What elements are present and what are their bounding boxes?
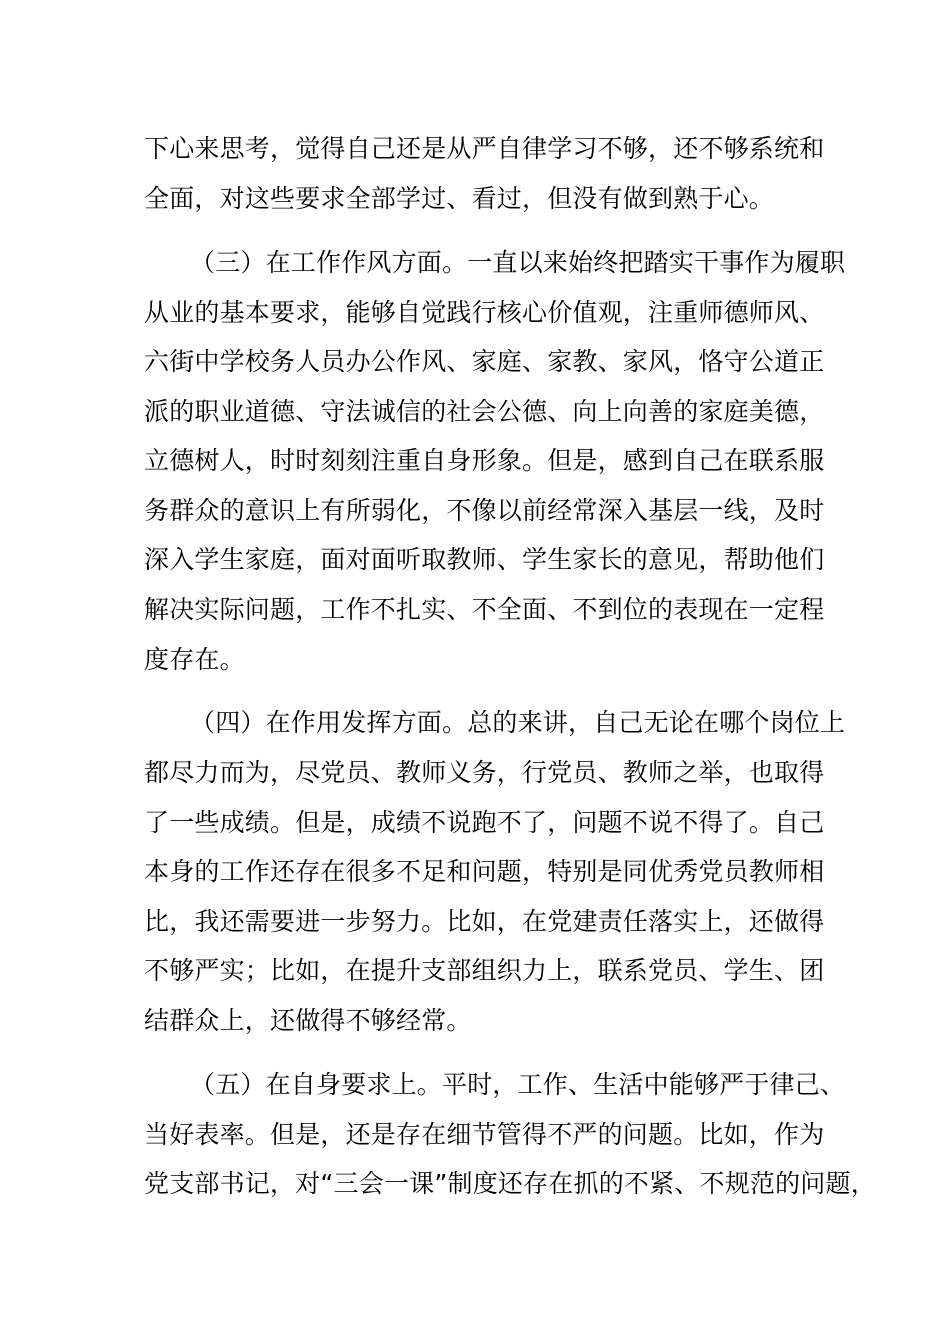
text-line: 派的职业道德、守法诚信的社会公德、向上向善的家庭美德， [144,397,825,426]
text-line: 务群众的意识上有所弱化，不像以前经常深入基层一线，及时 [144,496,825,525]
text-line: 下心来思考，觉得自己还是从严自律学习不够，还不够系统和 [144,134,825,163]
text-line: 六街中学校务人员办公作风、家庭、家教、家风，恪守公道正 [144,347,825,376]
paragraph-5-start: （五）在自身要求上。平时，工作、生活中能够严于律己、 [190,1070,846,1099]
paragraph-4-start: （四）在作用发挥方面。总的来讲，自己无论在哪个岗位上 [190,708,846,737]
text-line: 立德树人，时时刻刻注重自身形象。但是，感到自己在联系服 [144,446,825,475]
paragraph-3-start: （三）在工作作风方面。一直以来始终把踏实干事作为履职 [190,248,846,277]
text-line: 了一些成绩。但是，成绩不说跑不了，问题不说不得了。自己 [144,808,825,837]
text-line: 比，我还需要进一步努力。比如，在党建责任落实上，还做得 [144,907,825,936]
text-line: 都尽力而为，尽党员、教师义务，行党员、教师之举，也取得 [144,758,825,787]
text-line: 全面，对这些要求全部学过、看过，但没有做到熟于心。 [144,184,775,213]
text-line: 本身的工作还存在很多不足和问题，特别是同优秀党员教师相 [144,857,825,886]
text-line: 度存在。 [144,645,245,674]
text-line: 解决实际问题，工作不扎实、不全面、不到位的表现在一定程 [144,595,825,624]
text-line: 不够严实；比如，在提升支部组织力上，联系党员、学生、团 [144,956,825,985]
text-line: 党支部书记，对“三会一课”制度还存在抓的不紧、不规范的问题， [144,1169,876,1198]
text-line: 结群众上，还做得不够经常。 [144,1006,472,1035]
text-line: 当好表率。但是，还是存在细节管得不严的问题。比如，作为 [144,1120,825,1149]
text-line: 深入学生家庭，面对面听取教师、学生家长的意见，帮助他们 [144,545,825,574]
text-line: 从业的基本要求，能够自觉践行核心价值观，注重师德师风、 [144,298,825,327]
